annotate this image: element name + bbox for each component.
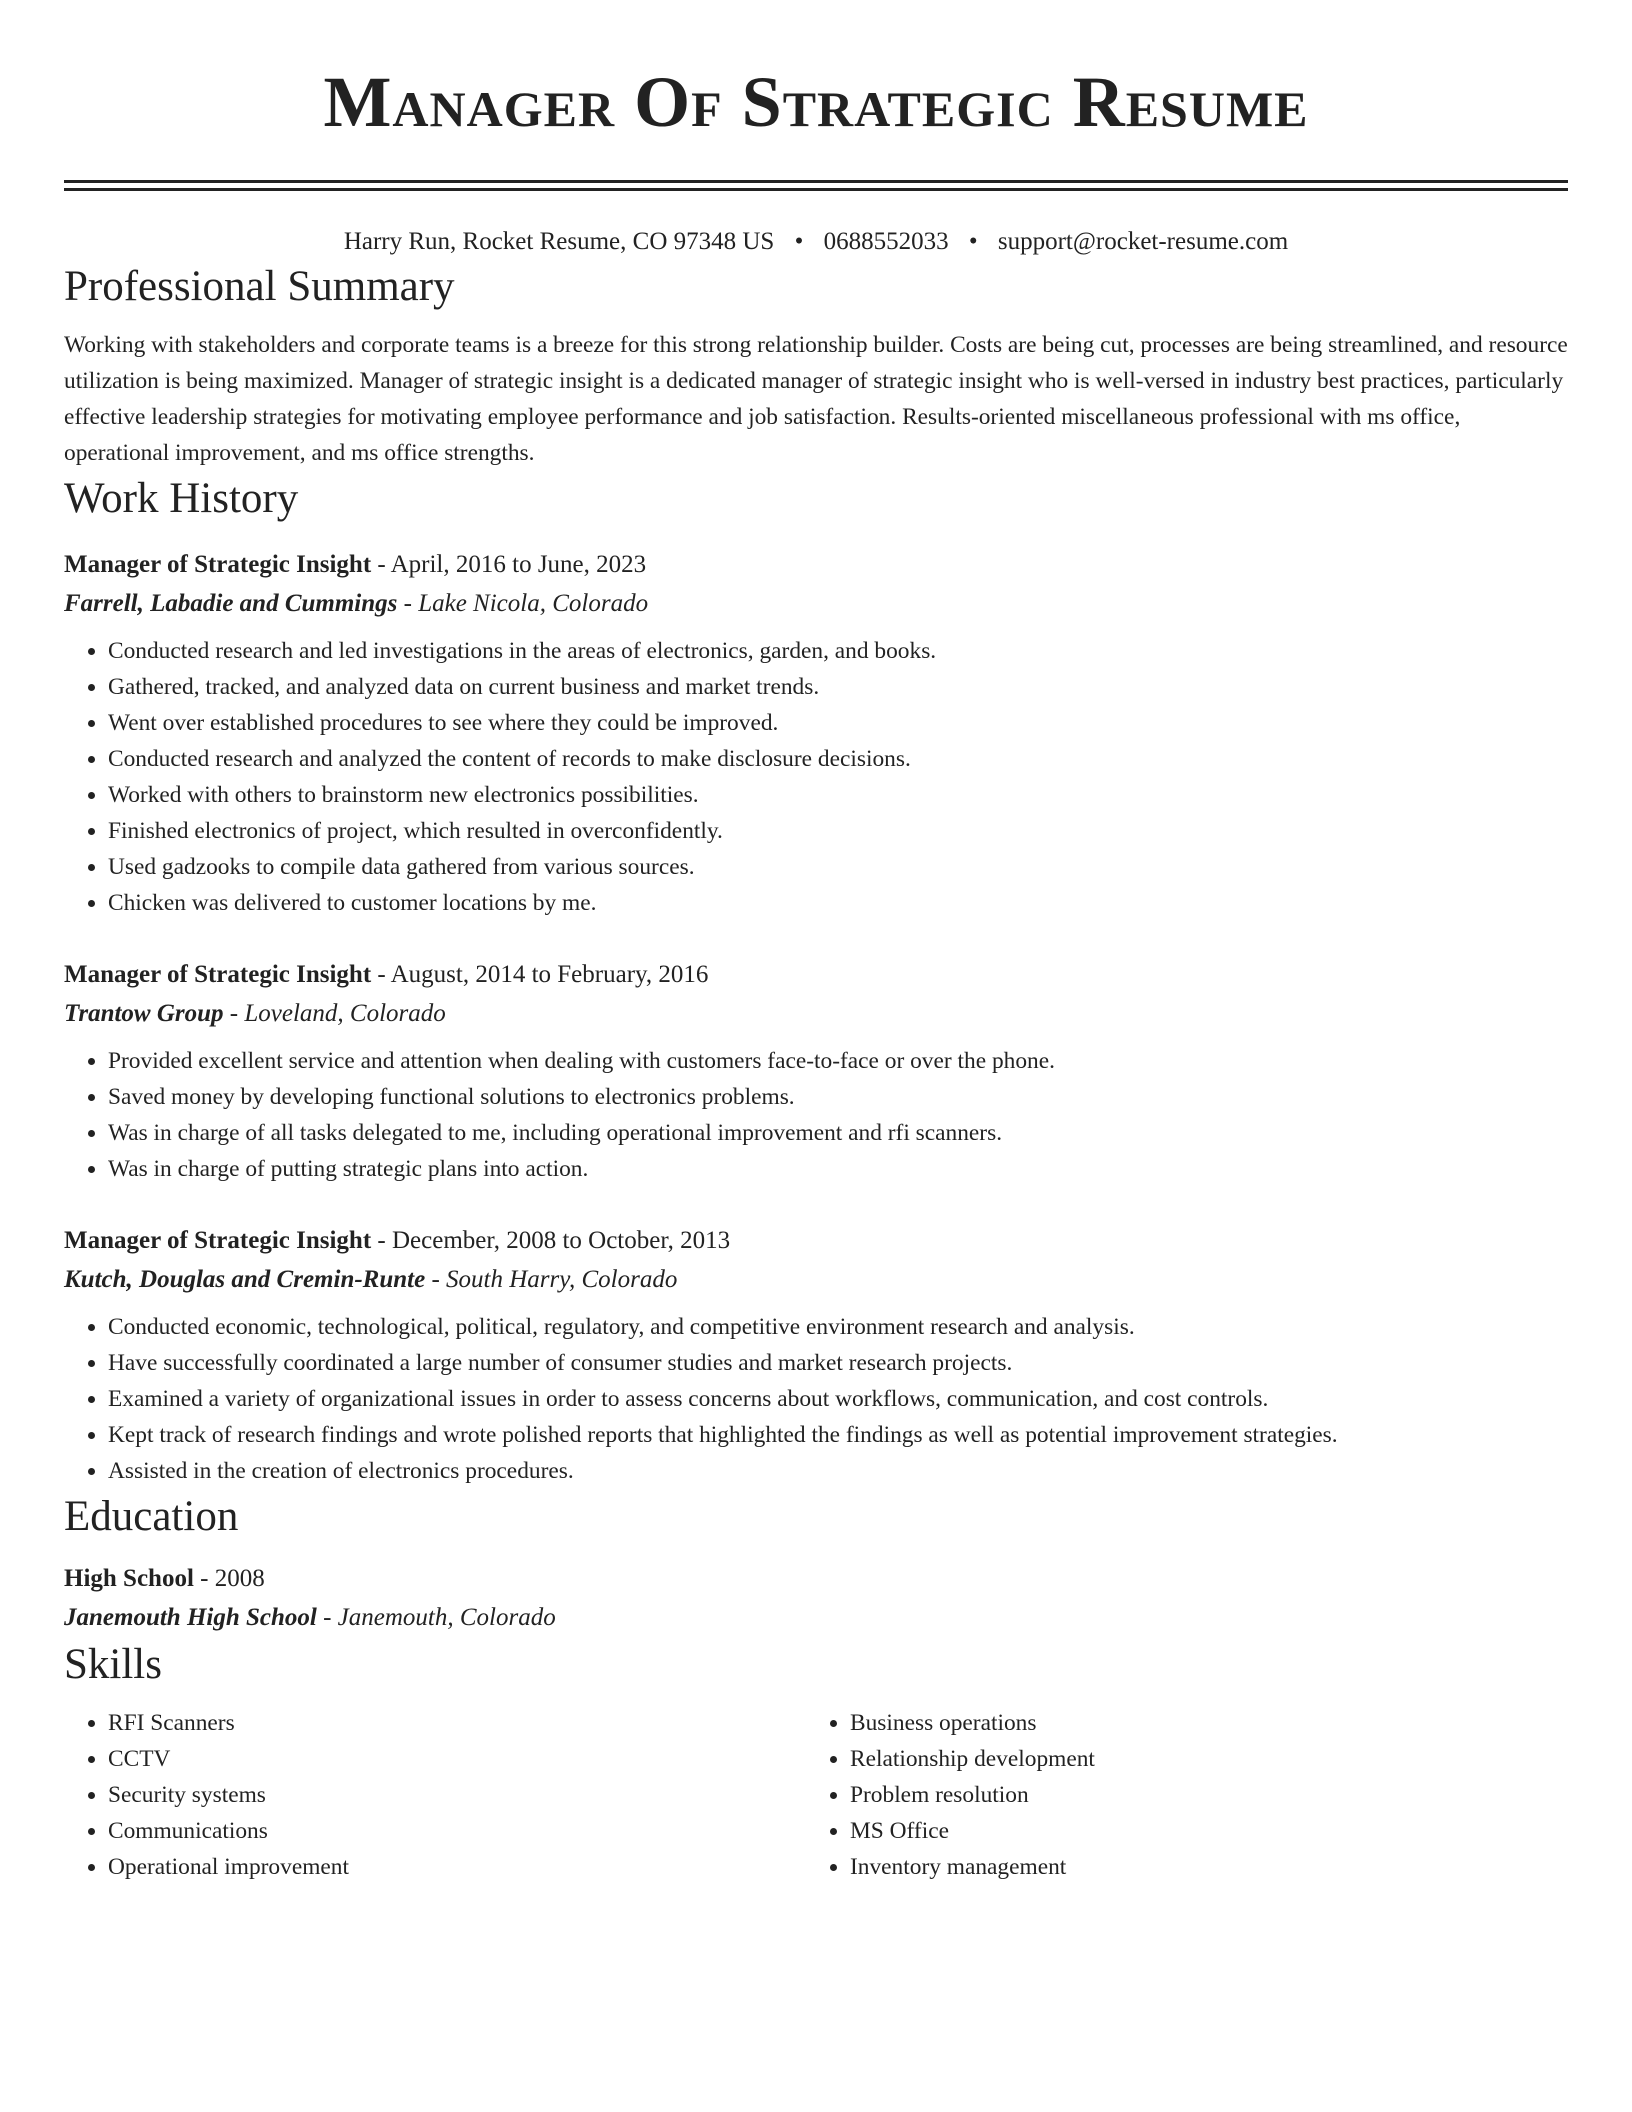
job-dates: - August, 2014 to February, 2016 <box>371 961 709 988</box>
job-dates: - December, 2008 to October, 2013 <box>371 1227 731 1254</box>
skill-item: • RFI Scanners <box>108 1705 806 1741</box>
job-bullet: • Used gadzooks to compile data gathered from various sources. <box>108 849 1568 885</box>
job-title: Manager of Strategic Insight <box>64 1227 372 1254</box>
skill-item: • Problem resolution <box>850 1777 1548 1813</box>
skills-columns <box>64 1705 1568 1885</box>
job-title: Manager of Strategic Insight <box>64 551 372 578</box>
job-bullet: • Worked with others to brainstorm new electronics possibilities. <box>108 777 1568 813</box>
skill-item: • CCTV <box>108 1741 806 1777</box>
skills-left-column <box>64 1705 806 1885</box>
education-degree: High School <box>64 1565 194 1592</box>
job-company: Kutch, Douglas and Cremin-Runte <box>64 1266 426 1293</box>
resume-title: Manager Of Strategic Resume <box>323 62 1309 142</box>
education-degree-line <box>64 1559 1568 1598</box>
job-entry <box>64 545 1568 921</box>
education-location: - Janemouth, Colorado <box>316 1604 556 1631</box>
title-divider <box>64 180 1568 191</box>
job-bullets <box>64 1309 1568 1489</box>
skill-item: • Inventory management <box>850 1849 1548 1885</box>
job-title: Manager of Strategic Insight <box>64 961 372 988</box>
job-bullet: • Provided excellent service and attention when dealing with customers face-to-face or over the phone. <box>108 1043 1568 1079</box>
job-bullet: • Conducted research and analyzed the content of records to make disclosure decisions. <box>108 741 1568 777</box>
skill-item: • Communications <box>108 1813 806 1849</box>
job-title-line <box>64 955 1568 994</box>
job-bullet: • Conducted research and led investigations in the areas of electronics, garden, and books. <box>108 633 1568 669</box>
job-company: Farrell, Labadie and Cummings <box>64 590 398 617</box>
job-title-line <box>64 1221 1568 1260</box>
job-bullet: • Conducted economic, technological, political, regulatory, and competitive environment research and analysis. <box>108 1309 1568 1345</box>
job-bullet: • Saved money by developing functional solutions to electronics problems. <box>108 1079 1568 1115</box>
job-bullet: • Went over established procedures to see where they could be improved. <box>108 705 1568 741</box>
job-bullet: • Examined a variety of organizational issues in order to assess concerns about workflows, communication, and cost controls. <box>108 1381 1568 1417</box>
job-entry <box>64 1221 1568 1489</box>
job-company-line <box>64 584 1568 623</box>
job-company: Trantow Group <box>64 1000 224 1027</box>
skill-item: • MS Office <box>850 1813 1548 1849</box>
job-bullet: • Was in charge of putting strategic plans into action. <box>108 1151 1568 1187</box>
contact-address: Harry Run, Rocket Resume, CO 97348 US <box>343 228 775 255</box>
skill-item: • Business operations <box>850 1705 1548 1741</box>
job-bullet: • Assisted in the creation of electronics procedures. <box>108 1453 1568 1489</box>
job-bullets <box>64 1043 1568 1187</box>
education-school: Janemouth High School <box>64 1604 317 1631</box>
job-bullet: • Have successfully coordinated a large number of consumer studies and market research projects. <box>108 1345 1568 1381</box>
job-bullets <box>64 633 1568 921</box>
job-dates: - April, 2016 to June, 2023 <box>371 551 647 578</box>
work-history-heading: Work History <box>64 475 299 522</box>
job-company-line <box>64 1260 1568 1299</box>
skill-item: • Relationship development <box>850 1741 1548 1777</box>
job-location: - Loveland, Colorado <box>223 1000 446 1027</box>
job-location: - South Harry, Colorado <box>425 1266 678 1293</box>
job-title-line <box>64 545 1568 584</box>
job-bullet: • Gathered, tracked, and analyzed data on current business and market trends. <box>108 669 1568 705</box>
summary-text: Working with stakeholders and corporate teams is a breeze for this strong relationship builder. Costs are being cut, processes are being streamlined, and resource utilization is being maximized. Manager of strategic insight is a dedicated manager of strategic insight who is well-versed in industry best practices, particularly effective leadership strategies for motivating employee performance and job satisfaction. Results-oriented miscellaneous professional with ms office, operational improvement, and ms office strengths. <box>64 332 1568 466</box>
education-heading: Education <box>64 1493 239 1540</box>
education-school-line <box>64 1598 1568 1637</box>
contact-line <box>64 225 1568 259</box>
job-bullet: • Kept track of research findings and wrote polished reports that highlighted the findings as well as potential improvement strategies. <box>108 1417 1568 1453</box>
contact-separator: • <box>968 228 978 255</box>
contact-email: support@rocket-resume.com <box>997 228 1289 255</box>
skills-heading: Skills <box>64 1641 162 1688</box>
skill-item: • Operational improvement <box>108 1849 806 1885</box>
job-bullet: • Chicken was delivered to customer locations by me. <box>108 885 1568 921</box>
skills-right-column <box>806 1705 1548 1885</box>
job-bullet: • Finished electronics of project, which resulted in overconfidently. <box>108 813 1568 849</box>
contact-phone: 0688552033 <box>823 228 949 255</box>
skill-item: • Security systems <box>108 1777 806 1813</box>
summary-heading: Professional Summary <box>64 263 455 310</box>
contact-separator: • <box>794 228 804 255</box>
education-year: - 2008 <box>193 1565 265 1592</box>
education-entry <box>64 1559 1568 1637</box>
job-company-line <box>64 994 1568 1033</box>
job-entry <box>64 955 1568 1187</box>
job-bullet: • Was in charge of all tasks delegated to me, including operational improvement and rfi scanners. <box>108 1115 1568 1151</box>
job-location: - Lake Nicola, Colorado <box>397 590 649 617</box>
